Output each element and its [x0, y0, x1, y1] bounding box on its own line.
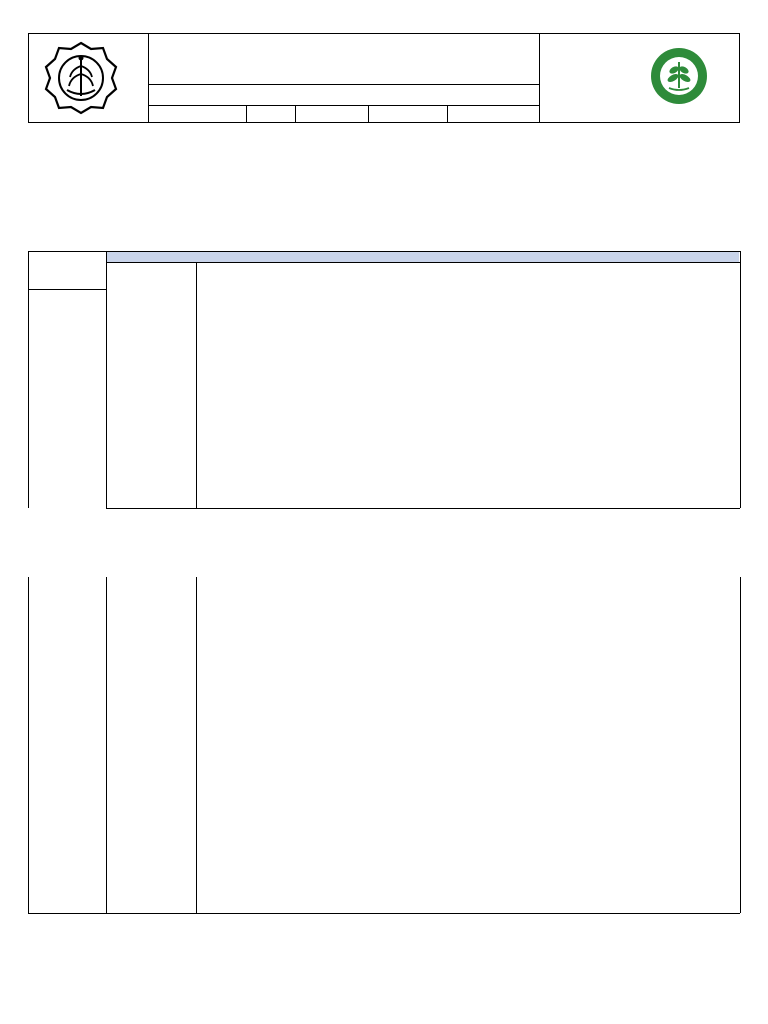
- revision-cell: [369, 106, 447, 123]
- document-header: [28, 33, 740, 123]
- cpl-header-band: [107, 252, 739, 262]
- sks-cell: [296, 106, 368, 123]
- doc-number: [149, 106, 246, 123]
- date-cell: [448, 106, 539, 123]
- ministry-logo: [43, 40, 119, 116]
- semester-cell: [247, 106, 295, 123]
- polytechnic-logo: [649, 46, 709, 106]
